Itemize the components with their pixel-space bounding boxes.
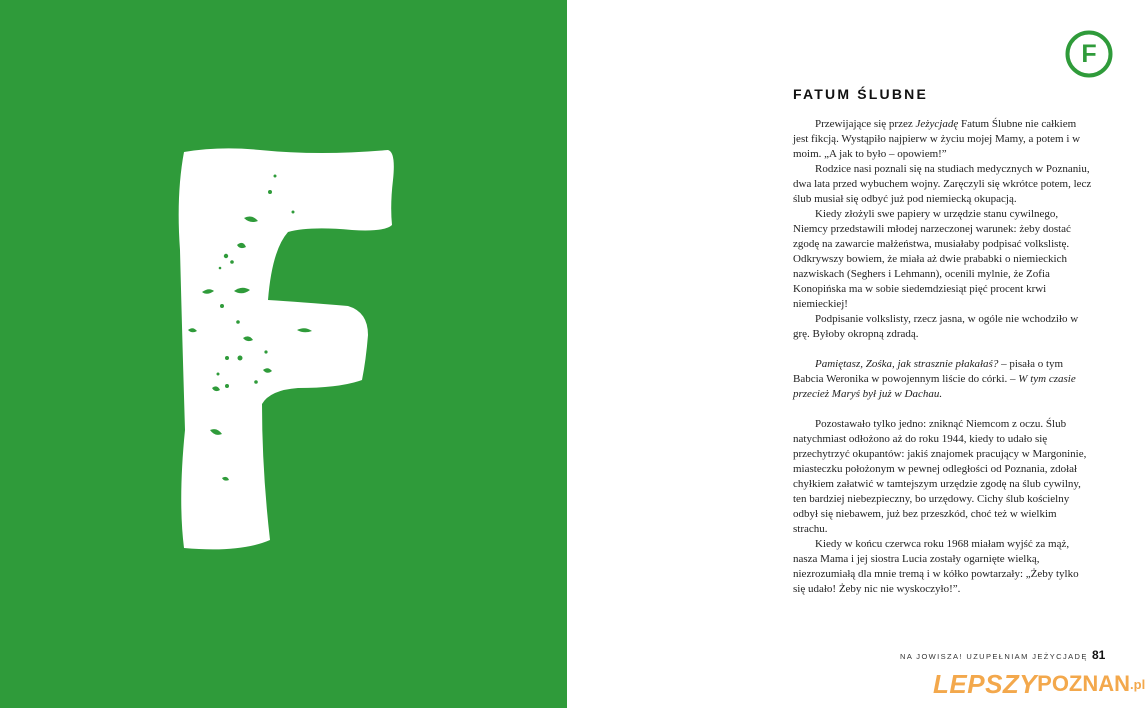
text-run: Rodzice nasi poznali się na studiach medycznych w Poznaniu, dwa lata przed wybuchem wojny. Zaręczyli się wkrótce potem, lecz ślub musiał się odbyć już pod niemiecką okupacją. (793, 163, 1092, 205)
body-paragraph (793, 417, 1093, 537)
text-run: – pisała o tym Babcia Weronika w powojennym liście do córki. – (793, 358, 1064, 385)
left-page-green-panel (0, 0, 567, 708)
text-run: Fatum Ślubne nie całkiem jest fikcją. Wystąpiło najpierw w życiu mojej Mamy, a potem i w moim. „A jak to było – opowiem!” (793, 118, 1081, 160)
chapter-letter-badge (1065, 30, 1113, 78)
running-title: NA JOWISZA! UZUPEŁNIAM JEŻYCJADĘ (900, 652, 1088, 661)
watermark-part-1: LEPSZY (933, 668, 1038, 699)
chapter-heading: FATUM ŚLUBNE (793, 86, 929, 102)
italic-text-run: Jeżycjadę (915, 118, 959, 130)
text-run: Podpisanie volkslisty, rzecz jasna, w ogóle nie wchodziło w grę. Byłoby okropną zdradą. (793, 313, 1079, 340)
watermark-part-3: .pl (1130, 676, 1145, 692)
badge-letter: F (1081, 40, 1097, 68)
paragraph-gap (793, 342, 1093, 357)
watermark-logo (933, 664, 1145, 704)
body-paragraph (793, 357, 1093, 402)
watermark-part-2: POZNAN (1037, 671, 1131, 696)
page-number: 81 (1092, 648, 1106, 662)
body-text (793, 117, 1093, 597)
body-paragraph (793, 312, 1093, 342)
body-paragraph (793, 117, 1093, 162)
body-paragraph (793, 537, 1093, 597)
body-paragraph (793, 162, 1093, 207)
text-run: Kiedy w końcu czerwca roku 1968 miałam wyjść za mąż, nasza Mama i jej siostra Lucia zostały ogarnięte wielką, niezrozumiałą dla mnie tremą i w kółko powtarzały: „Żeby tylko się udało! Żeby nic nie wyskoczyło!”. (793, 538, 1079, 595)
text-run: Pozostawało tylko jedno: zniknąć Niemcom z oczu. Ślub natychmiast odłożono aż do roku 1944, kiedy to udało się przechytrzyć okupantów: jakiś znajomek pracujący w Margoninie, miasteczku położonym w pewnej odległości od Poznania, zdołał chyłkiem załatwić w tamtejszym urzędzie zgodę na ślub cywilny, ten bardziej niebezpieczny, bo urzędowy. Cichy ślub kościelny odbył się niebawem, już bez przeszkód, choć też w wielkim strachu. (793, 418, 1087, 535)
paragraph-gap (793, 402, 1093, 417)
decorative-letter-f (0, 0, 567, 708)
text-run: Przewijające się przez (815, 118, 916, 130)
text-run: Kiedy złożyli swe papiery w urzędzie stanu cywilnego, Niemcy przedstawili młodej narzeczonej warunek: żeby dostać zgodę na zawarcie małżeństwa, musiałaby podpisać volkslistę. Odkrywszy bowiem, że miała aż dwie prababki o niemieckich nazwiskach (Seghers i Lehmann), ocenili mylnie, że Zofia Konopińska ma w sobie siedemdziesiąt pięć procent krwi niemieckiej! (793, 208, 1071, 310)
italic-text-run: Pamiętasz, Zośka, jak strasznie płakałaś? (815, 358, 999, 370)
body-paragraph (793, 207, 1093, 312)
italic-text-run: W tym czasie przecież Maryś był już w Dachau. (793, 373, 1076, 400)
